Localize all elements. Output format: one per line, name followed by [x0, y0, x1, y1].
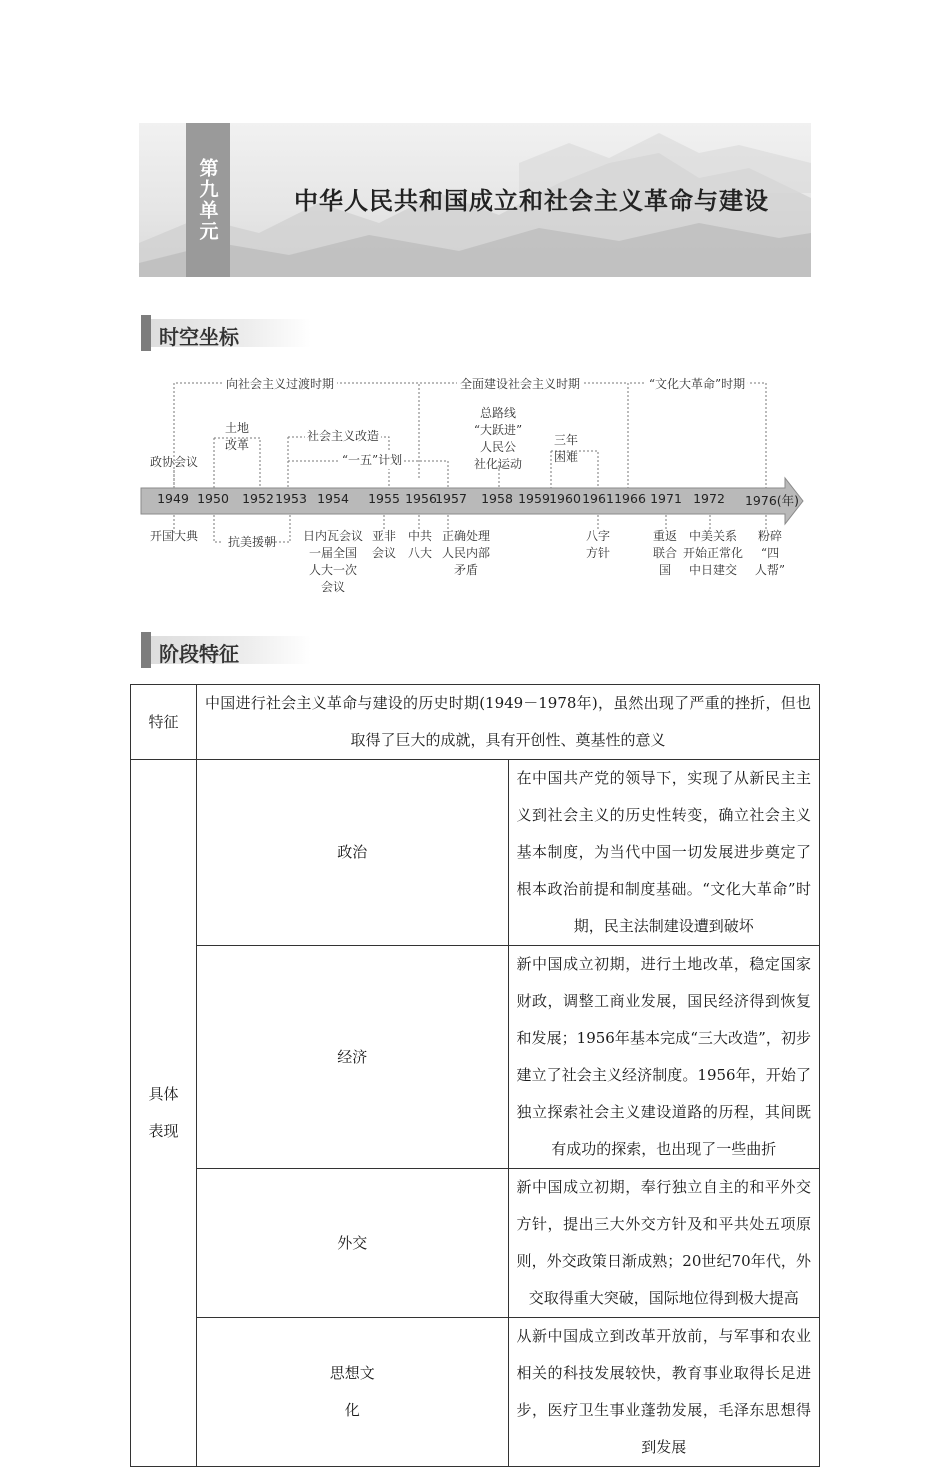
section-title: 阶段特征: [159, 642, 239, 666]
period-bracket-cultural-revolution: [628, 383, 766, 493]
period-bracket-transition: [174, 383, 419, 493]
section-header-timeline: [141, 315, 311, 351]
event-bazi: 八字 方针: [585, 529, 611, 560]
timeline-year: 1953: [275, 491, 307, 506]
timeline-year: 1957: [435, 491, 467, 506]
event-lianheguo: 重返 联合 国: [652, 529, 678, 577]
timeline-year: 1955: [368, 491, 400, 506]
row-text: 新中国成立初期，奉行独立自主的和平外交方针，提出三大外交方针及和平共处五项原则，外交政策日渐成熟；20世纪70年代，外交取得重大突破，国际地位得到极大提高: [508, 1169, 820, 1318]
timeline-year: 1966: [614, 491, 646, 506]
event-maodun: 正确处理 人民内部 矛盾: [441, 529, 491, 577]
event-kangmei: 抗美援朝: [227, 535, 277, 549]
table-row: [131, 1169, 820, 1318]
timeline-year: 1961: [582, 491, 614, 506]
event-kaiguo: 开国大典: [149, 529, 199, 543]
table-row: [131, 1318, 820, 1467]
row-label: 外交: [197, 1169, 509, 1318]
timeline-year: 1952: [242, 491, 274, 506]
event-yiwu: “一五”计划: [341, 453, 403, 467]
event-zhongmei: 中美关系 开始正常化 中日建交: [682, 529, 744, 577]
timeline-year: 1954: [317, 491, 349, 506]
timeline-year: 1959: [518, 491, 550, 506]
event-sannian: 三年 困难: [553, 433, 579, 464]
row-label: 思想文 化: [197, 1318, 509, 1467]
unit-title: 中华人民共和国成立和社会主义革命与建设: [294, 187, 769, 215]
event-yafei: 亚非 会议: [371, 529, 397, 560]
timeline-year: 1971: [650, 491, 682, 506]
feature-text: 中国进行社会主义革命与建设的历史时期(1949－1978年)，虽然出现了严重的挫折，但也取得了巨大的成就，具有开创性、奠基性的意义: [197, 685, 820, 760]
unit-banner: [139, 123, 811, 277]
group-label: 具体 表现: [131, 760, 197, 1467]
row-label-feature: 特征: [131, 685, 197, 760]
event-bada: 中共 八大: [407, 529, 433, 560]
table-row: [131, 946, 820, 1169]
unit-tab: [186, 123, 230, 277]
period-label-construction: 全面建设社会主义时期: [457, 375, 583, 392]
event-sanmianhongqi: 总路线 “大跃进” 人民公 社化运动: [473, 406, 523, 471]
period-label-transition: 向社会主义过渡时期: [223, 375, 337, 392]
timeline-year: 1949: [157, 491, 189, 506]
row-text: 在中国共产党的领导下，实现了从新民主主义到社会主义的历史性转变，确立社会主义基本制度，为当代中国一切发展进步奠定了根本政治前提和制度基础。“文化大革命”时期，民主法制建设遭到破坏: [508, 760, 820, 946]
timeline-year: 1950: [197, 491, 229, 506]
timeline-year: 1956: [405, 491, 437, 506]
row-label: 经济: [197, 946, 509, 1169]
event-shehui-gaizao: 社会主义改造: [306, 429, 380, 443]
row-text: 从新中国成立到改革开放前，与军事和农业相关的科技发展较快，教育事业取得长足进步，医疗卫生事业蓬勃发展，毛泽东思想得到发展: [508, 1318, 820, 1467]
stage-features-table: [130, 684, 820, 1467]
timeline-year: 1972: [693, 491, 725, 506]
row-text: 新中国成立初期，进行土地改革，稳定国家财政，调整工商业发展，国民经济得到恢复和发展；1956年基本完成“三大改造”，初步建立了社会主义经济制度。1956年，开始了独立探索社会主义建设道路的历程，其间既有成功的探索，也出现了一些曲折: [508, 946, 820, 1169]
table-row: [131, 760, 820, 946]
event-zhengxie: 政协会议: [149, 455, 199, 469]
period-bracket-construction: [419, 383, 628, 478]
table-row: [131, 685, 820, 760]
timeline-year: 1960: [549, 491, 581, 506]
event-sirenbang: 粉碎 “四 人帮”: [754, 529, 786, 577]
section-title: 时空坐标: [159, 325, 239, 349]
event-tudi: 土地 改革: [224, 421, 250, 452]
event-rineiwa: 日内瓦会议 一届全国 人大一次 会议: [302, 529, 364, 594]
timeline-year: 1976(年): [744, 493, 800, 508]
row-label: 政治: [197, 760, 509, 946]
unit-label: 第九单元: [196, 158, 219, 242]
period-label-cultural-revolution: “文化大革命”时期: [646, 375, 748, 392]
timeline-year: 1958: [481, 491, 513, 506]
section-header-features: [141, 632, 311, 668]
